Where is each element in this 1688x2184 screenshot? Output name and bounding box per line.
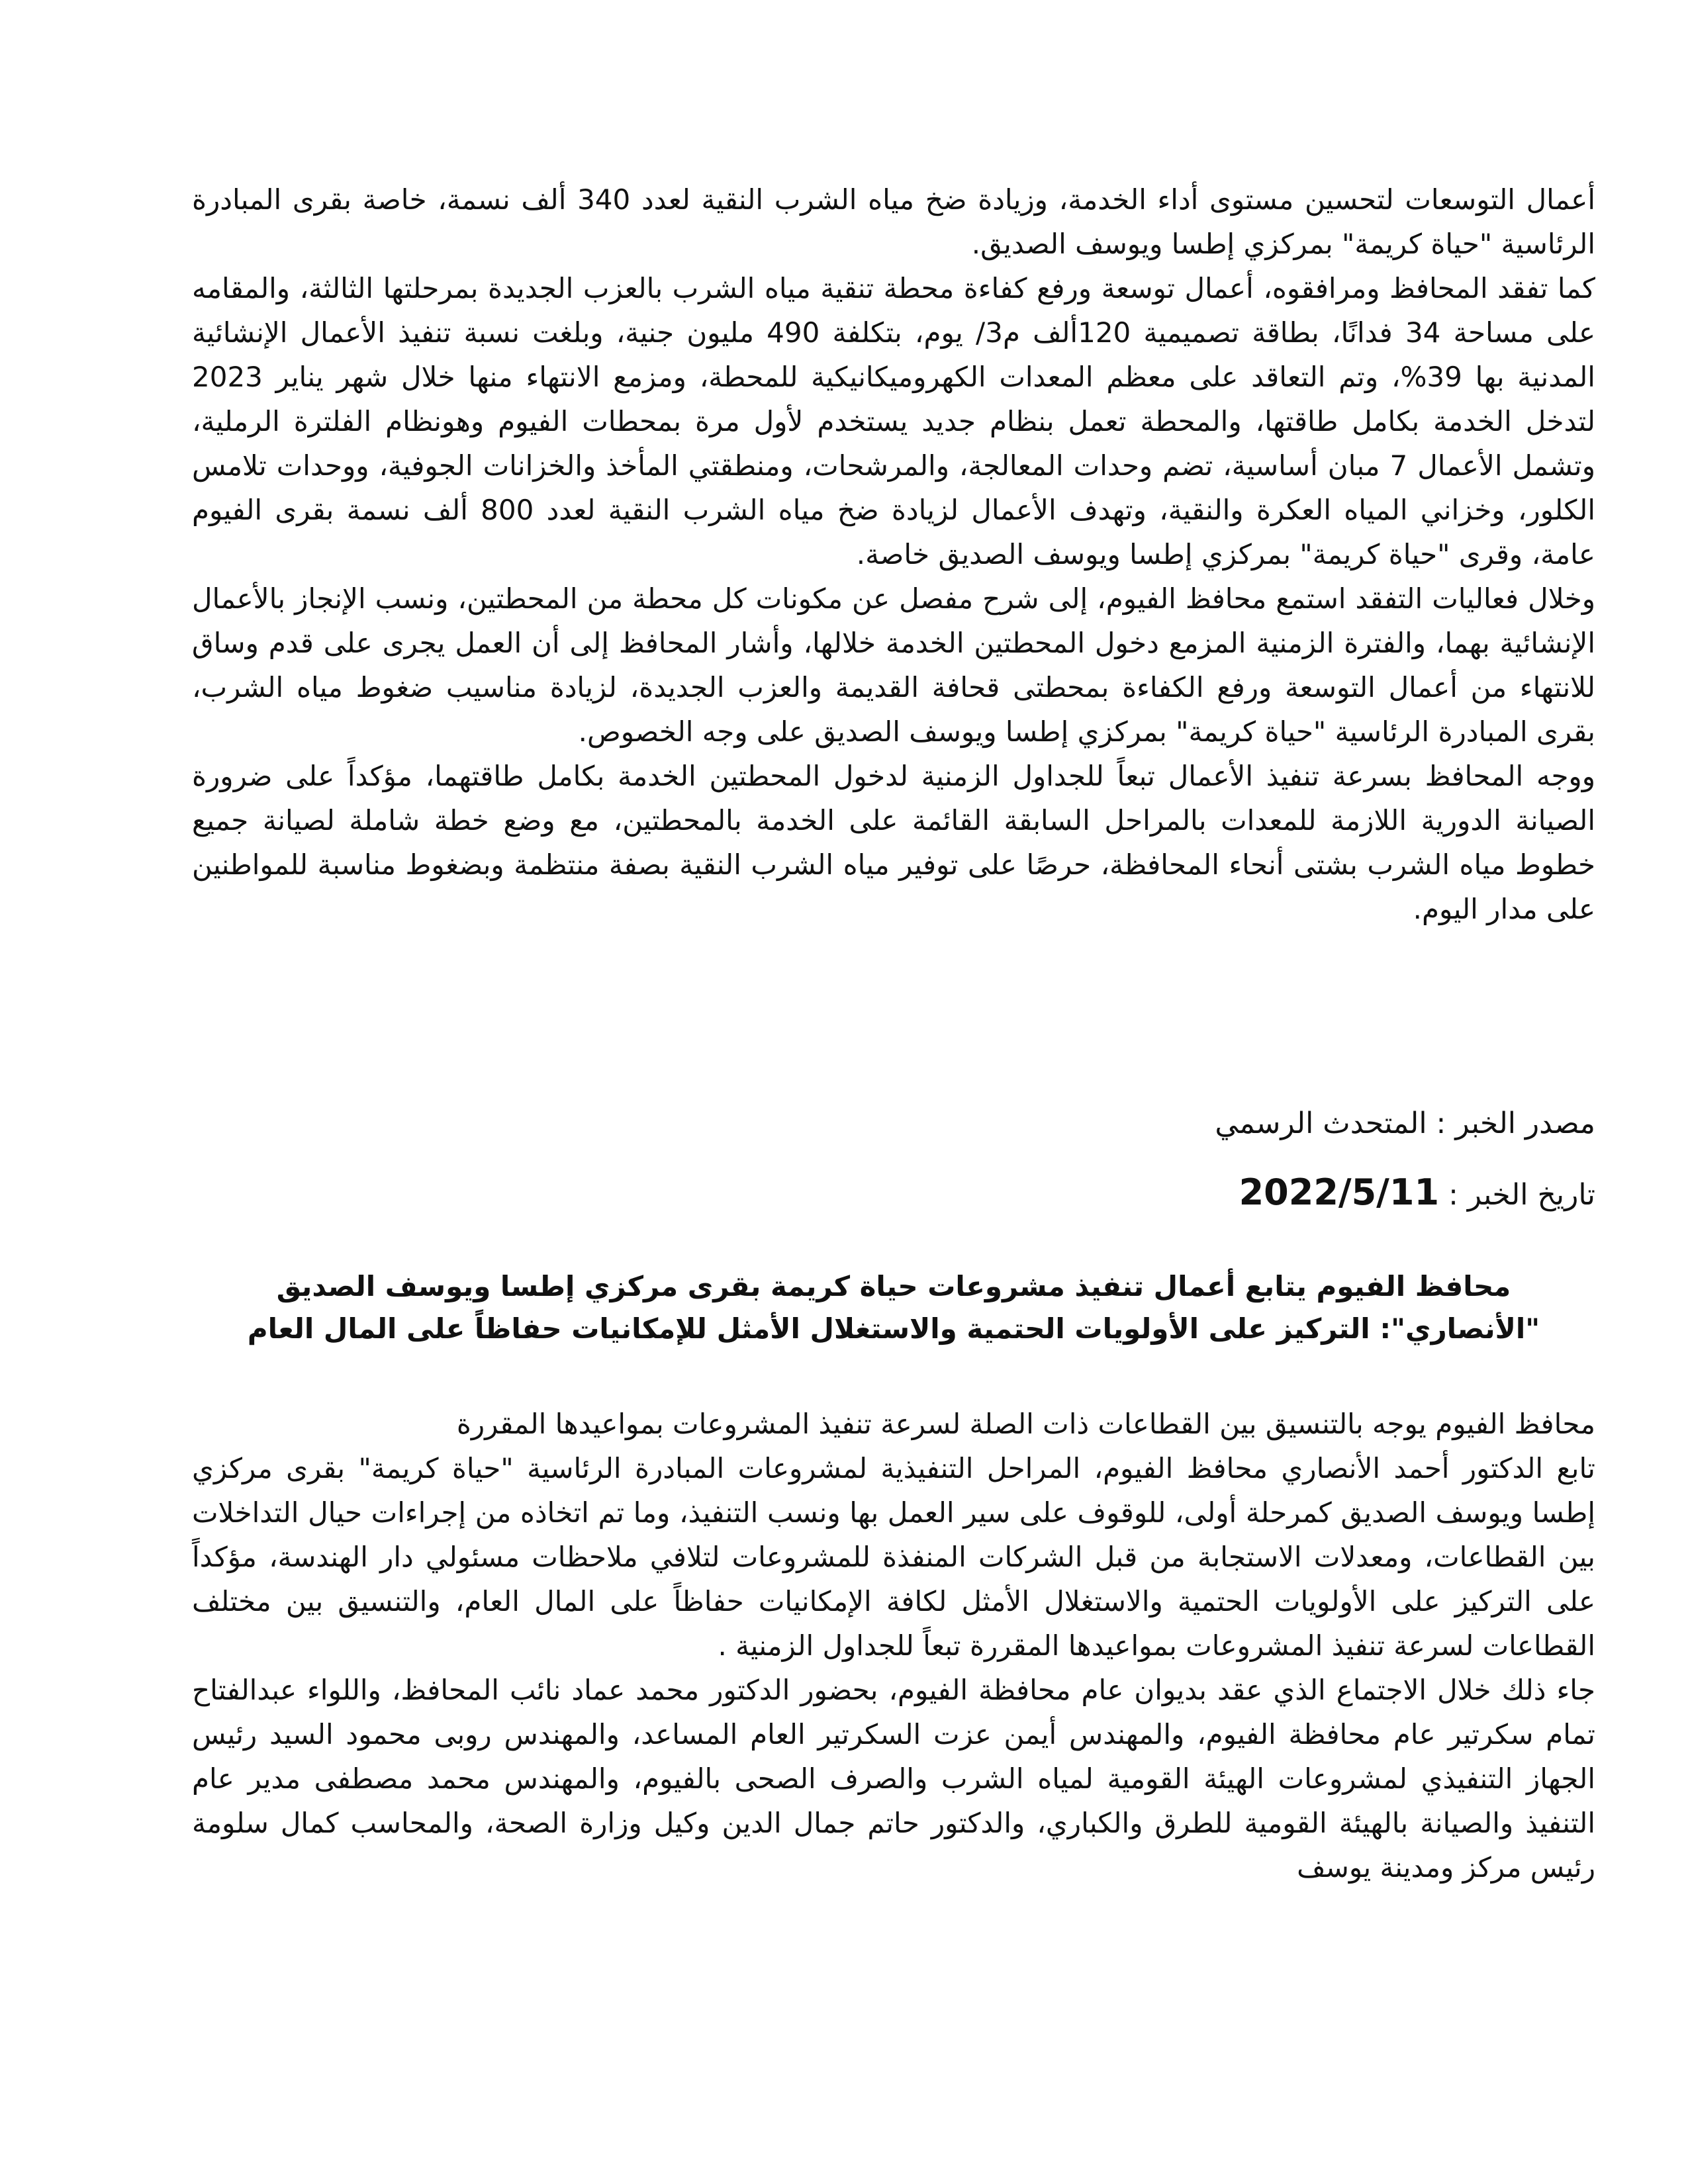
article-headline	[192, 1265, 1595, 1350]
news-source: مصدر الخبر : المتحدث الرسمي	[1215, 1107, 1595, 1140]
article-body-top	[192, 177, 1595, 931]
paragraph: ووجه المحافظ بسرعة تنفيذ الأعمال تبعاً للجداول الزمنية لدخول المحطتين الخدمة بكامل طاقتهما، مؤكداً على ضرورة الصيانة الدورية اللازمة للمعدات بالمراحل السابقة القائمة على الخدمة بالمحطتين، مع وضع خطة شاملة لصيانة جميع خطوط مياه الشرب بشتى أنحاء المحافظة، حرصًا على توفير مياه الشرب النقية بصفة منتظمة وبضغوط مناسبة للمواطنين على مدار اليوم.	[192, 760, 1595, 925]
headline-line: محافظ الفيوم يتابع أعمال تنفيذ مشروعات حياة كريمة بقرى مركزي إطسا ويوسف الصديق	[276, 1270, 1511, 1302]
paragraph: محافظ الفيوم يوجه بالتنسيق بين القطاعات ذات الصلة لسرعة تنفيذ المشروعات بمواعيدها المقررة	[456, 1408, 1595, 1440]
paragraph: وخلال فعاليات التفقد استمع محافظ الفيوم، إلى شرح مفصل عن مكونات كل محطة من المحطتين، ونسب الإنجاز بالأعمال الإنشائية بهما، والفترة الزمنية المزمع دخول المحطتين الخدمة خلالها، وأشار المحافظ إلى أن العمل يجرى على قدم وساق للانتهاء من أعمال التوسعة ورفع الكفاءة بمحطتى قحافة القديمة والعزب الجديدة، لزيادة مناسيب ضغوط مياه الشرب، بقرى المبادرة الرئاسية "حياة كريمة" بمركزي إطسا ويوسف الصديق على وجه الخصوص.	[192, 582, 1595, 748]
news-date-label: تاريخ الخبر :	[1448, 1178, 1595, 1212]
article-body-bottom	[192, 1402, 1595, 1889]
document-page	[192, 0, 1595, 2184]
paragraph: جاء ذلك خلال الاجتماع الذي عقد بديوان عام محافظة الفيوم، بحضور الدكتور محمد عماد نائب المحافظ، واللواء عبدالفتاح تمام سكرتير عام محافظة الفيوم، والمهندس أيمن عزت السكرتير العام المساعد، والمهندس روبى محمود السيد رئيس الجهاز التنفيذي لمشروعات الهيئة القومية لمياه الشرب والصرف الصحى بالفيوم، والمهندس محمد مصطفى مدير عام التنفيذ والصيانة بالهيئة القومية للطرق والكباري، والدكتور حاتم جمال الدين وكيل وزارة الصحة، والمحاسب كمال سلومة رئيس مركز ومدينة يوسف	[192, 1674, 1595, 1884]
paragraph: كما تفقد المحافظ ومرافقوه، أعمال توسعة ورفع كفاءة محطة تنقية مياه الشرب بالعزب الجديدة بمرحلتها الثالثة، والمقامه على مساحة 34 فدانًا، بطاقة تصميمية 120ألف م3/ يوم، بتكلفة 490 مليون جنية، وبلغت نسبة تنفيذ الأعمال الإنشائية المدنية بها 39%، وتم التعاقد على معظم المعدات الكهروميكانيكية للمحطة، ومزمع الانتهاء منها خلال شهر يناير 2023 لتدخل الخدمة بكامل طاقتها، والمحطة تعمل بنظام جديد يستخدم لأول مرة بمحطات الفيوم وهونظام الفلترة الرملية، وتشمل الأعمال 7 مبان أساسية، تضم وحدات المعالجة، والمرشحات، ومنطقتي المأخذ والخزانات الجوفية، ووحدات تلامس الكلور، وخزاني المياه العكرة والنقية، وتهدف الأعمال لزيادة ضخ مياه الشرب النقية لعدد 800 ألف نسمة بقرى الفيوم عامة، وقرى "حياة كريمة" بمركزي إطسا ويوسف الصديق خاصة.	[192, 272, 1596, 570]
news-date	[192, 1173, 1595, 1215]
news-date-value: 2022/5/11	[1239, 1171, 1440, 1213]
paragraph: أعمال التوسعات لتحسين مستوى أداء الخدمة، وزيادة ضخ مياه الشرب النقية لعدد 340 ألف نسمة، خاصة بقرى المبادرة الرئاسية "حياة كريمة" بمركزي إطسا ويوسف الصديق.	[192, 183, 1595, 260]
paragraph: تابع الدكتور أحمد الأنصاري محافظ الفيوم، المراحل التنفيذية لمشروعات المبادرة الرئاسية "حياة كريمة" بقرى مركزي إطسا ويوسف الصديق كمرحلة أولى، للوقوف على سير العمل بها ونسب التنفيذ، وما تم اتخاذه من إجراءات حيال التداخلات بين القطاعات، ومعدلات الاستجابة من قبل الشركات المنفذة للمشروعات لتلافي ملاحظات مسئولي دار الهندسة، مؤكداً على التركيز على الأولويات الحتمية والاستغلال الأمثل لكافة الإمكانيات حفاظاً على المال العام، والتنسيق بين مختلف القطاعات لسرعة تنفيذ المشروعات بمواعيدها المقررة تبعاً للجداول الزمنية .	[192, 1452, 1595, 1662]
headline-line: "الأنصاري": التركيز على الأولويات الحتمية والاستغلال الأمثل للإمكانيات حفاظاً على المال العام	[247, 1312, 1540, 1345]
